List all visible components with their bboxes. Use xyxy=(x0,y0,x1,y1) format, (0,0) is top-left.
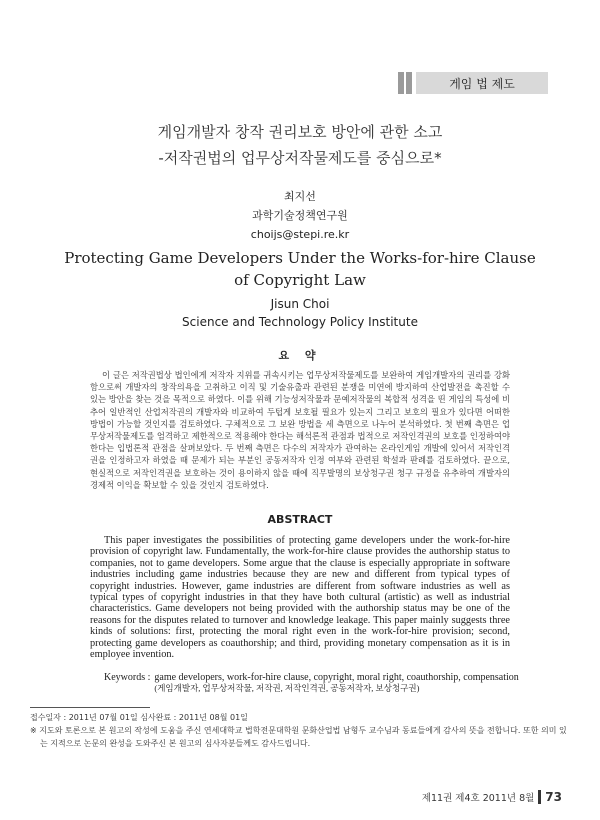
summary-korean xyxy=(90,369,510,491)
footnote-divider xyxy=(30,707,150,708)
keywords-english: game developers, work-for-hire clause, copyright, moral right, coauthorship, compensation xyxy=(154,672,519,683)
keywords-korean: (게임개발자, 업무상저작물, 저작권, 저작인격권, 공동저작자, 보상청구권) xyxy=(154,683,420,693)
author-affiliation-english: Science and Technology Policy Institute xyxy=(182,315,418,329)
section-tag-decoration xyxy=(398,72,412,94)
keywords xyxy=(104,672,524,694)
footer-divider xyxy=(538,790,541,804)
author-name-korean: 최지선 xyxy=(284,190,316,203)
abstract-heading: ABSTRACT xyxy=(267,513,333,526)
author-name-english: Jisun Choi xyxy=(270,297,330,311)
keywords-label: Keywords : xyxy=(104,672,151,683)
abstract-english-text: This paper investigates the possibilities of protecting game developers under the work-for-hire provision of copyright law. Fundamentally, the work-for-hire clause provides the authorship status to companies, not to game developers. Some argue that the clause is especially appropriate in software industries including game industries because they are new and different from typical types of copyright industries. However, game industries are different from software industries as well as typical types of copyright industries in that they have both cultural (artistic) as well as industrial characteristics. Game developers not being provided with the authorship status may be one of the reasons for the disputes related to turnover and knowledge leakage. This paper mainly suggests three kinds of solutions: first, protecting the moral right even in the work-for-hire provision; second, protecting game developers as coauthorship; and third, providing monetary compensation as it is in employee invention. xyxy=(90,535,510,661)
title-english: Protecting Game Developers Under the Works-for-hire Clause of Copyright Law xyxy=(64,249,536,289)
page-number: 73 xyxy=(545,790,562,804)
author-email: choijs@stepi.re.kr xyxy=(250,228,350,241)
section-tag xyxy=(398,72,548,94)
section-tag-label: 게임 법 제도 xyxy=(416,72,548,94)
keywords-value xyxy=(154,672,524,694)
author-korean xyxy=(0,187,600,244)
footnote-dates: 접수일자 : 2011년 07월 01일 심사완료 : 2011년 08월 01일 xyxy=(30,713,248,722)
footnote-acknowledgement: ※ 지도와 토론으로 본 원고의 작성에 도움을 주신 연세대학교 법학전문대학원 문화산업법 남형두 교수님과 동료들에게 감사의 뜻을 전합니다. 또한 의미 있는 지적으로 논문의 완성을 도와주신 본 원고의 심사자분들께도 감사드립니다. xyxy=(30,726,567,748)
author-affiliation-korean: 과학기술정책연구원 xyxy=(252,209,348,222)
footnotes xyxy=(30,711,570,750)
title-korean-line1: 게임개발자 창작 권리보호 방안에 관한 소고 xyxy=(157,123,443,141)
journal-issue: 제11권 제4호 2011년 8월 xyxy=(421,793,535,804)
page-footer xyxy=(422,790,562,804)
summary-korean-text: 이 글은 저작권법상 법인에게 저작자 지위를 귀속시키는 업무상저작물제도를 보완하여 게임개발자의 권리를 강화함으로써 개발자의 창작의욕을 고취하고 이직 및 기술유출과 관련된 분쟁을 미연에 방지하여 산업발전을 촉진할 수 있는 방안을 찾는 것을 목적으로 하였다. 이를 위해 기능성저작물과 문예저작물의 복합적 성격을 띤 게임의 특성에 비추어 일반적인 산업저작권의 개발자와 비교하여 두텁게 보호될 필요가 있는지 그리고 보호의 필요가 있다면 어떠한 방법이 가능할 것인지를 검토하였다. 구체적으로 그 보완 방법을 세 측면으로 나누어 분석하였다. 첫 번째 측면은 업무상저작물제도를 엄격하고 제한적으로 적용해야 한다는 해석론적 관점과 법적으로 저작인격권의 보호를 인정하여야 한다는 입법론적 관점을 살펴보았다. 두 번째 측면은 다수의 저작자가 관여하는 온라인게임 개발에 있어서 저작인격권을 인정하고자 하였을 때 문제가 되는 부분인 공동저작자 인정 여부와 관련된 학설과 판례를 검토하였다. 끝으로, 현실적으로 저작인격권을 보호하는 것이 용이하지 않을 때에 직무발명의 보상청구권 청구 규정을 유추하여 개발자의 경제적 이익을 확보할 수 있을 것인지 검토하였다. xyxy=(90,370,510,490)
summary-heading: 요 약 xyxy=(278,349,322,362)
title-korean-line2: -저작권법의 업무상저작물제도를 중심으로* xyxy=(158,149,442,167)
abstract-english xyxy=(90,535,510,660)
author-english xyxy=(0,295,600,331)
